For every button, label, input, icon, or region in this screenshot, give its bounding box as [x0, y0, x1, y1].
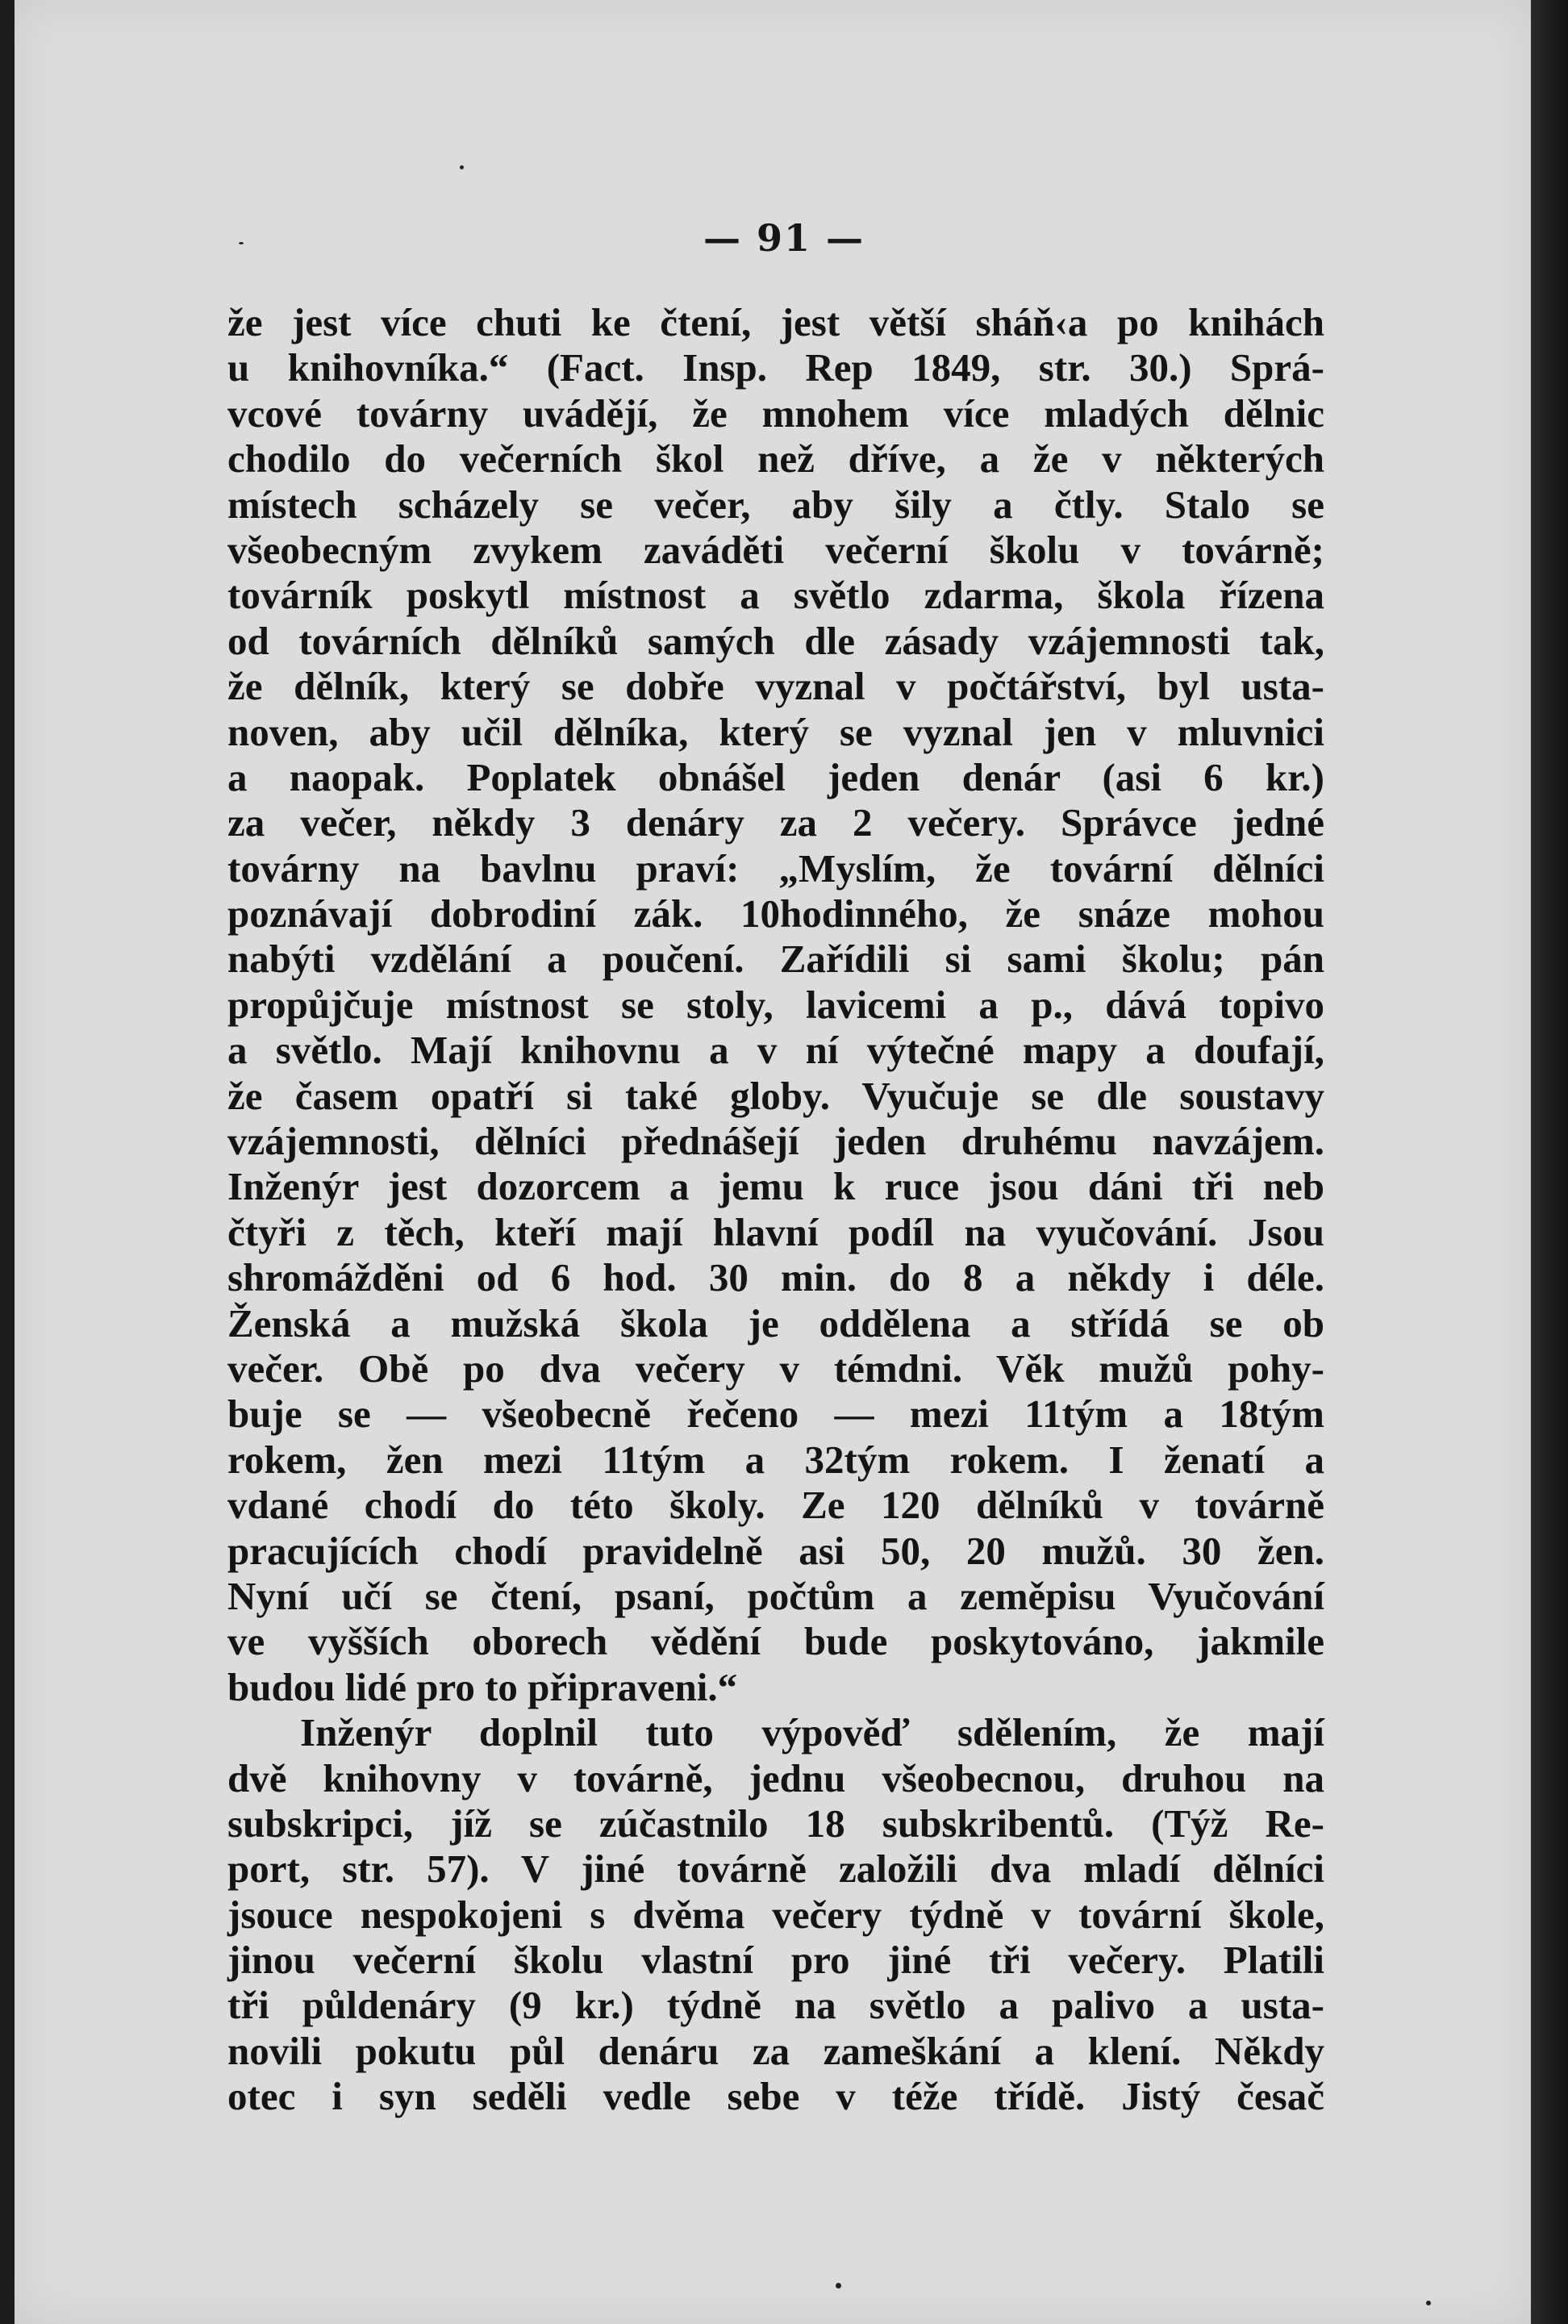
text-line: večer. Obě po dva večery v témdni. Věk mužů pohy-: [227, 1346, 1324, 1391]
text-line: tři půldenáry (9 kr.) týdně na světlo a palivo a usta-: [227, 1983, 1324, 2028]
text-line: jsouce nespokojeni s dvěma večery týdně v tovární škole,: [227, 1892, 1324, 1937]
text-line: že dělník, který se dobře vyznal v počtářství, byl usta-: [227, 664, 1324, 709]
text-line: chodilo do večerních škol než dříve, a že v některých: [227, 436, 1324, 482]
text-line: a naopak. Poplatek obnášel jeden denár (asi 6 kr.): [227, 754, 1324, 799]
text-line: nabýti vzdělání a poučení. Zařídili si sami školu; pán: [227, 937, 1324, 982]
scan-speck: [460, 165, 464, 169]
text-line: a světlo. Mají knihovnu a v ní výtečné mapy a doufají,: [227, 1028, 1324, 1073]
text-line: vzájemnosti, dělníci přednášejí jeden druhému navzájem.: [227, 1119, 1324, 1164]
text-line: port, str. 57). V jiné továrně založili dva mladí dělníci: [227, 1846, 1324, 1892]
text-line: budou lidé pro to připraveni.“: [227, 1664, 738, 1709]
text-line: místech scházely se večer, aby šily a čtly. Stalo se: [227, 482, 1324, 527]
text-line: že jest více chuti ke čtení, jest větší sháň‹a po knihách: [227, 300, 1324, 344]
text-line: buje se — všeobecně řečeno — mezi 11tým a 18tým: [227, 1391, 1324, 1437]
text-line: jinou večerní školu vlastní pro jiné tři večery. Platili: [227, 1938, 1324, 1983]
scan-right-edge: [1531, 0, 1568, 2324]
scan-speck: [1426, 2301, 1431, 2305]
text-line: továrny na bavlnu praví: „Myslím, že tovární dělníci: [227, 845, 1324, 891]
text-line: že časem opatří si také globy. Vyučuje se dle soustavy: [227, 1073, 1324, 1118]
text-line: subskripci, jíž se zúčastnilo 18 subskribentů. (Týž Re-: [227, 1800, 1324, 1846]
text-line: novili pokutu půl denáru za zameškání a klení. Někdy: [227, 2028, 1324, 2073]
body-text: [227, 300, 1324, 2120]
text-line: vdané chodí do této školy. Ze 120 dělníků v továrně: [227, 1483, 1324, 1528]
text-line: čtyři z těch, kteří mají hlavní podíl na vyučování. Jsou: [227, 1209, 1324, 1254]
text-line: dvě knihovny v továrně, jednu všeobecnou, druhou na: [227, 1755, 1324, 1800]
text-line: ve vyšších oborech vědění bude poskytováno, jakmile: [227, 1619, 1324, 1664]
text-line: od továrních dělníků samých dle zásady vzájemnosti tak,: [227, 618, 1324, 663]
text-line: otec i syn seděli vedle sebe v téže třídě. Jistý česač: [227, 2074, 1324, 2119]
text-line: továrník poskytl místnost a světlo zdarma, škola řízena: [227, 573, 1324, 618]
text-line: Inženýr jest dozorcem a jemu k ruce jsou dáni tři neb: [227, 1164, 1324, 1209]
page-number: — 91 —: [703, 216, 865, 260]
text-line: vcové továrny uvádějí, že mnohem více mladých dělnic: [227, 390, 1324, 436]
text-line: Ženská a mužská škola je oddělena a střídá se ob: [227, 1300, 1324, 1346]
scan-left-edge: [0, 0, 15, 2324]
text-line: propůjčuje místnost se stoly, lavicemi a p., dává topivo: [227, 982, 1324, 1027]
text-line: poznávají dobrodiní zák. 10hodinného, že snáze mohou: [227, 891, 1324, 937]
scan-speck: [836, 2283, 841, 2289]
text-line: Inženýr doplnil tuto výpověď sdělením, že mají: [300, 1710, 1324, 1755]
text-line: Nyní učí se čtení, psaní, počtům a zeměpisu Vyučování: [227, 1573, 1324, 1618]
text-line: za večer, někdy 3 denáry za 2 večery. Správce jedné: [227, 800, 1324, 845]
text-line: všeobecným zvykem zaváděti večerní školu v továrně;: [227, 527, 1324, 572]
text-line: rokem, žen mezi 11tým a 32tým rokem. I ženatí a: [227, 1437, 1324, 1482]
text-line: noven, aby učil dělníka, který se vyznal jen v mluvnici: [227, 709, 1324, 754]
text-line: u knihovníka.“ (Fact. Insp. Rep 1849, str. 30.) Sprá-: [227, 345, 1324, 390]
text-line: pracujících chodí pravidelně asi 50, 20 mužů. 30 žen.: [227, 1528, 1324, 1573]
text-line: shromážděni od 6 hod. 30 min. do 8 a někdy i déle.: [227, 1255, 1324, 1300]
